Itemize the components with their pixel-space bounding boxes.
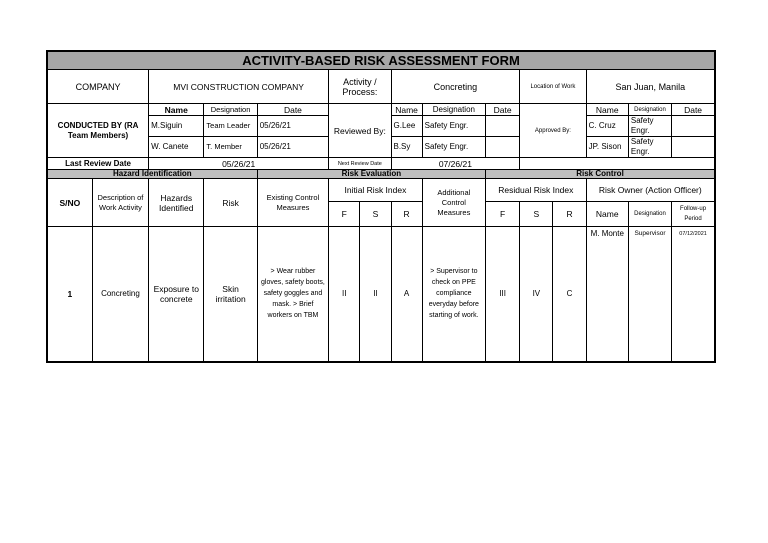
row-initial-f: II	[329, 227, 360, 362]
conducted-date-header: Date	[257, 104, 328, 116]
header-initial-f: F	[329, 202, 360, 227]
conducted-by-label: CONDUCTED BY (RA Team Members)	[47, 104, 149, 158]
row-additional-controls: > Supervisor to check on PPE compliance everyday before starting of work.	[422, 227, 485, 362]
approver-date	[672, 116, 715, 137]
section-hazard-identification: Hazard Identification	[47, 170, 257, 179]
row-description: Concreting	[92, 227, 148, 362]
reviewed-by-label: Reviewed By:	[329, 104, 391, 158]
review-blank	[520, 158, 715, 170]
reviewer-name: G.Lee	[391, 116, 422, 137]
section-risk-control: Risk Control	[486, 170, 715, 179]
reviewer-name: B.Sy	[391, 137, 422, 158]
approver-date	[672, 137, 715, 158]
header-risk-owner: Risk Owner (Action Officer)	[586, 179, 715, 202]
header-initial-s: S	[360, 202, 391, 227]
reviewed-date-header: Date	[486, 104, 520, 116]
row-owner-designation: Supervisor	[628, 227, 671, 362]
row-residual-r: C	[553, 227, 586, 362]
header-additional-controls: Additional Control Measures	[422, 179, 485, 227]
reviewer-date	[486, 116, 520, 137]
row-owner-name: M. Monte	[586, 227, 628, 362]
header-description: Description of Work Activity	[92, 179, 148, 227]
row-hazards: Exposure to concrete	[149, 227, 204, 362]
risk-assessment-form	[46, 50, 716, 352]
header-sno: S/NO	[47, 179, 92, 227]
header-residual-f: F	[486, 202, 520, 227]
reviewer-date	[486, 137, 520, 158]
approved-name-header: Name	[586, 104, 628, 116]
header-existing-controls: Existing Control Measures	[257, 179, 328, 227]
reviewed-name-header: Name	[391, 104, 422, 116]
activity-label: Activity / Process:	[329, 70, 391, 104]
conducted-member-name: M.Siguin	[149, 116, 204, 137]
header-residual-risk-index: Residual Risk Index	[486, 179, 587, 202]
header-hazards: Hazards Identified	[149, 179, 204, 227]
next-review-label: Next Review Date	[329, 158, 391, 170]
row-residual-s: IV	[520, 227, 553, 362]
row-existing-controls: > Wear rubber gloves, safety boots, safety goggles and mask. > Brief workers on TBM	[257, 227, 328, 362]
header-owner-designation: Designation	[628, 202, 671, 227]
row-residual-f: III	[486, 227, 520, 362]
table-row	[47, 227, 715, 362]
section-risk-evaluation: Risk Evaluation	[257, 170, 485, 179]
last-review-value: 05/26/21	[149, 158, 329, 170]
row-initial-s: II	[360, 227, 391, 362]
reviewer-designation: Safety Engr.	[422, 137, 485, 158]
company-value: MVI CONSTRUCTION COMPANY	[149, 70, 329, 104]
header-initial-risk-index: Initial Risk Index	[329, 179, 423, 202]
approver-designation: Safety Engr.	[628, 116, 671, 137]
row-sno: 1	[47, 227, 92, 362]
reviewed-designation-header: Designation	[422, 104, 485, 116]
conducted-member-designation: Team Leader	[204, 116, 257, 137]
last-review-label: Last Review Date	[47, 158, 149, 170]
header-residual-r: R	[553, 202, 586, 227]
header-owner-name: Name	[586, 202, 628, 227]
row-initial-r: A	[391, 227, 422, 362]
form-title: ACTIVITY-BASED RISK ASSESSMENT FORM	[47, 51, 715, 70]
conducted-name-header: Name	[149, 104, 204, 116]
header-followup: Follow-up Period	[672, 202, 715, 227]
approved-by-label: Approved By:	[520, 104, 586, 158]
risk-assessment-table	[46, 50, 716, 363]
approved-designation-header: Designation	[628, 104, 671, 116]
header-initial-r: R	[391, 202, 422, 227]
reviewer-designation: Safety Engr.	[422, 116, 485, 137]
approved-date-header: Date	[672, 104, 715, 116]
conducted-member-name: W. Canete	[149, 137, 204, 158]
approver-name: C. Cruz	[586, 116, 628, 137]
location-value: San Juan, Manila	[586, 70, 715, 104]
conducted-member-date: 05/26/21	[257, 137, 328, 158]
activity-value: Concreting	[391, 70, 520, 104]
row-followup: 07/12/2021	[672, 227, 715, 362]
conducted-member-date: 05/26/21	[257, 116, 328, 137]
location-label: Location of Work	[520, 70, 586, 104]
row-risk: Skin irritation	[204, 227, 257, 362]
approver-name: JP. Sison	[586, 137, 628, 158]
next-review-value: 07/26/21	[391, 158, 520, 170]
conducted-member-designation: T. Member	[204, 137, 257, 158]
header-risk: Risk	[204, 179, 257, 227]
approver-designation: Safety Engr.	[628, 137, 671, 158]
company-label: COMPANY	[47, 70, 149, 104]
conducted-designation-header: Designation	[204, 104, 257, 116]
header-residual-s: S	[520, 202, 553, 227]
